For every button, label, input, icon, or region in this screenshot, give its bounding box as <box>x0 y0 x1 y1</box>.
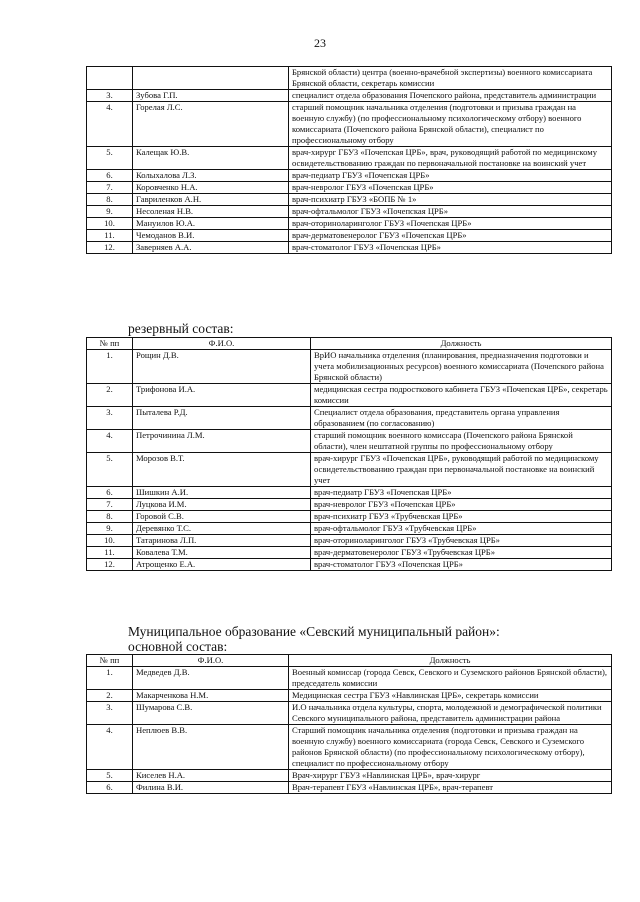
cell-position: специалист отдела образования Почепского района, представитель администрации <box>289 90 612 102</box>
table-header-row <box>87 655 612 667</box>
table-row <box>87 218 612 230</box>
cell-position: врач-оториноларинголог ГБУЗ «Почепская ЦРБ» <box>289 218 612 230</box>
cell-position: Врач-терапевт ГБУЗ «Навлинская ЦРБ», врач-терапевт <box>289 782 612 794</box>
cell-position: врач-невролог ГБУЗ «Почепская ЦРБ» <box>289 182 612 194</box>
cell-name: Неплюев В.В. <box>133 725 289 770</box>
table-row <box>87 242 612 254</box>
cell-name: Рощин Д.В. <box>133 350 311 384</box>
cell-num: 12. <box>87 242 133 254</box>
commission-table-sevsky-main <box>86 654 612 794</box>
table-row <box>87 182 612 194</box>
cell-position: врач-невролог ГБУЗ «Почепская ЦРБ» <box>311 499 612 511</box>
cell-position: врач-стоматолог ГБУЗ «Почепская ЦРБ» <box>311 559 612 571</box>
header-num: № пп <box>87 338 133 350</box>
table-row <box>87 407 612 430</box>
section-heading: Муниципальное образование «Севский муниципальный район»: <box>128 624 500 639</box>
cell-name: Горовой С.В. <box>133 511 311 523</box>
cell-num: 3. <box>87 90 133 102</box>
cell-num: 11. <box>87 230 133 242</box>
table-row <box>87 350 612 384</box>
table-row <box>87 690 612 702</box>
cell-num: 7. <box>87 499 133 511</box>
page-number: 23 <box>314 36 326 50</box>
cell-num: 1. <box>87 350 133 384</box>
header-num: № пп <box>87 655 133 667</box>
cell-position: старший помощник военного комиссара (Почепского района Брянской области), член нештатной группы по профессиональному отбору <box>311 430 612 453</box>
cell-num: 5. <box>87 770 133 782</box>
cell-name: Зубова Г.П. <box>133 90 289 102</box>
cell-position: Брянской области) центра (военно-врачебной экспертизы) военного комиссариата Брянской области, секретарь комиссии <box>289 67 612 90</box>
cell-num: 2. <box>87 384 133 407</box>
cell-name: Чемоданов В.И. <box>133 230 289 242</box>
cell-position: врач-психиатр ГБУЗ «БОПБ № 1» <box>289 194 612 206</box>
cell-num: 4. <box>87 430 133 453</box>
table-row <box>87 499 612 511</box>
cell-num: 9. <box>87 206 133 218</box>
main-heading: основной состав: <box>128 639 228 654</box>
cell-position: врач-стоматолог ГБУЗ «Почепская ЦРБ» <box>289 242 612 254</box>
cell-name: Трифонова И.А. <box>133 384 311 407</box>
cell-name: Пыталева Р.Д. <box>133 407 311 430</box>
header-position: Должность <box>289 655 612 667</box>
table-row <box>87 147 612 170</box>
cell-num: 11. <box>87 547 133 559</box>
table-row <box>87 102 612 147</box>
cell-name: Макарченкова Н.М. <box>133 690 289 702</box>
cell-num: 8. <box>87 194 133 206</box>
table-row <box>87 725 612 770</box>
table-row <box>87 194 612 206</box>
cell-num: 4. <box>87 102 133 147</box>
table-row <box>87 511 612 523</box>
cell-num: 4. <box>87 725 133 770</box>
cell-num: 1. <box>87 667 133 690</box>
cell-num: 12. <box>87 559 133 571</box>
table-row <box>87 547 612 559</box>
cell-name: Колыхалова Л.З. <box>133 170 289 182</box>
table-row <box>87 559 612 571</box>
cell-position: Медицинская сестра ГБУЗ «Навлинская ЦРБ», секретарь комиссии <box>289 690 612 702</box>
cell-position: старший помощник начальника отделения (подготовки и призыва граждан на военную службу) (по профессиональному психологическому отбору) военного комиссариата (Почепского района Брянской области), специалист по профессиональному отбору <box>289 102 612 147</box>
cell-position: ВрИО начальника отделения (планирования, предназначения подготовки и учета мобилизационных ресурсов) военного комиссариата (Почепского района Брянской области) <box>311 350 612 384</box>
table-row <box>87 770 612 782</box>
header-name: Ф.И.О. <box>133 338 311 350</box>
table-row <box>87 230 612 242</box>
cell-name: Деревянко Т.С. <box>133 523 311 535</box>
cell-position: врач-офтальмолог ГБУЗ «Почепская ЦРБ» <box>289 206 612 218</box>
table-body <box>87 67 612 254</box>
cell-position: Старший помощник начальника отделения (подготовки и призыва граждан на военную службу) военного комиссариата (города Севск, Севского и Суземского районов Брянской области) (по профессиональному психологическому отбору), специалист по профессиональному отбору <box>289 725 612 770</box>
cell-name: Ковалева Т.М. <box>133 547 311 559</box>
table-row <box>87 90 612 102</box>
table-row <box>87 702 612 725</box>
cell-position: врач-педиатр ГБУЗ «Почепская ЦРБ» <box>311 487 612 499</box>
table-row <box>87 667 612 690</box>
cell-num: 6. <box>87 170 133 182</box>
table-row <box>87 782 612 794</box>
cell-name: Шумарова С.В. <box>133 702 289 725</box>
cell-name: Медведев Д.В. <box>133 667 289 690</box>
commission-table-main-continued <box>86 66 612 254</box>
cell-position: Военный комиссар (города Севск, Севского и Суземского районов Брянской области), председатель комиссии <box>289 667 612 690</box>
table-row <box>87 170 612 182</box>
cell-name <box>133 67 289 90</box>
cell-position: врач-дерматовенеролог ГБУЗ «Почепская ЦРБ» <box>289 230 612 242</box>
cell-name: Луцкова И.М. <box>133 499 311 511</box>
header-name: Ф.И.О. <box>133 655 289 667</box>
cell-name: Несоленая Н.В. <box>133 206 289 218</box>
cell-position: врач-хирург ГБУЗ «Почепская ЦРБ», руководящий работой по медицинскому освидетельствованию граждан при первоначальной постановке на воинский учет <box>311 453 612 487</box>
table-row <box>87 67 612 90</box>
cell-position: врач-психиатр ГБУЗ «Трубчевская ЦРБ» <box>311 511 612 523</box>
cell-name: Горелая Л.С. <box>133 102 289 147</box>
header-position: Должность <box>311 338 612 350</box>
cell-name: Киселев Н.А. <box>133 770 289 782</box>
cell-position: врач-оториноларинголог ГБУЗ «Трубчевская ЦРБ» <box>311 535 612 547</box>
table-body <box>87 350 612 571</box>
cell-num <box>87 67 133 90</box>
table-row <box>87 535 612 547</box>
cell-num: 10. <box>87 535 133 547</box>
cell-num: 10. <box>87 218 133 230</box>
table-row <box>87 487 612 499</box>
table-header-row <box>87 338 612 350</box>
table-row <box>87 430 612 453</box>
cell-num: 5. <box>87 147 133 170</box>
cell-num: 6. <box>87 782 133 794</box>
cell-name: Филина В.И. <box>133 782 289 794</box>
cell-num: 5. <box>87 453 133 487</box>
cell-position: врач-офтальмолог ГБУЗ «Трубчевская ЦРБ» <box>311 523 612 535</box>
cell-name: Морозов В.Т. <box>133 453 311 487</box>
reserve-heading: резервный состав: <box>128 321 234 336</box>
cell-num: 3. <box>87 407 133 430</box>
cell-name: Атрощенко Е.А. <box>133 559 311 571</box>
cell-position: врач-педиатр ГБУЗ «Почепская ЦРБ» <box>289 170 612 182</box>
cell-name: Мануилов Ю.А. <box>133 218 289 230</box>
cell-name: Татаринова Л.П. <box>133 535 311 547</box>
cell-position: врач-дерматовенеролог ГБУЗ «Трубчевская ЦРБ» <box>311 547 612 559</box>
cell-name: Калещак Ю.В. <box>133 147 289 170</box>
table-row <box>87 384 612 407</box>
cell-position: Врач-хирург ГБУЗ «Навлинская ЦРБ», врач-хирург <box>289 770 612 782</box>
commission-table-reserve <box>86 337 612 571</box>
cell-num: 6. <box>87 487 133 499</box>
table-row <box>87 523 612 535</box>
cell-position: И.О начальника отдела культуры, спорта, молодежной и демографической политики Севского муниципального района, представитель администрации района <box>289 702 612 725</box>
cell-name: Петрочинина Л.М. <box>133 430 311 453</box>
table-row <box>87 453 612 487</box>
cell-num: 9. <box>87 523 133 535</box>
cell-name: Гавриленков А.Н. <box>133 194 289 206</box>
table-row <box>87 206 612 218</box>
cell-name: Шишкин А.И. <box>133 487 311 499</box>
cell-name: Коровченко Н.А. <box>133 182 289 194</box>
cell-num: 2. <box>87 690 133 702</box>
cell-position: медицинская сестра подросткового кабинета ГБУЗ «Почепская ЦРБ», секретарь комиссии <box>311 384 612 407</box>
table-body <box>87 667 612 794</box>
cell-num: 7. <box>87 182 133 194</box>
cell-name: Заверняев А.А. <box>133 242 289 254</box>
cell-num: 8. <box>87 511 133 523</box>
cell-position: врач-хирург ГБУЗ «Почепская ЦРБ», врач, руководящий работой по медицинскому освидетельствованию граждан по первоначальной постановке на воинский учет <box>289 147 612 170</box>
cell-position: Специалист отдела образования, представитель органа управления образованием (по согласованию) <box>311 407 612 430</box>
cell-num: 3. <box>87 702 133 725</box>
